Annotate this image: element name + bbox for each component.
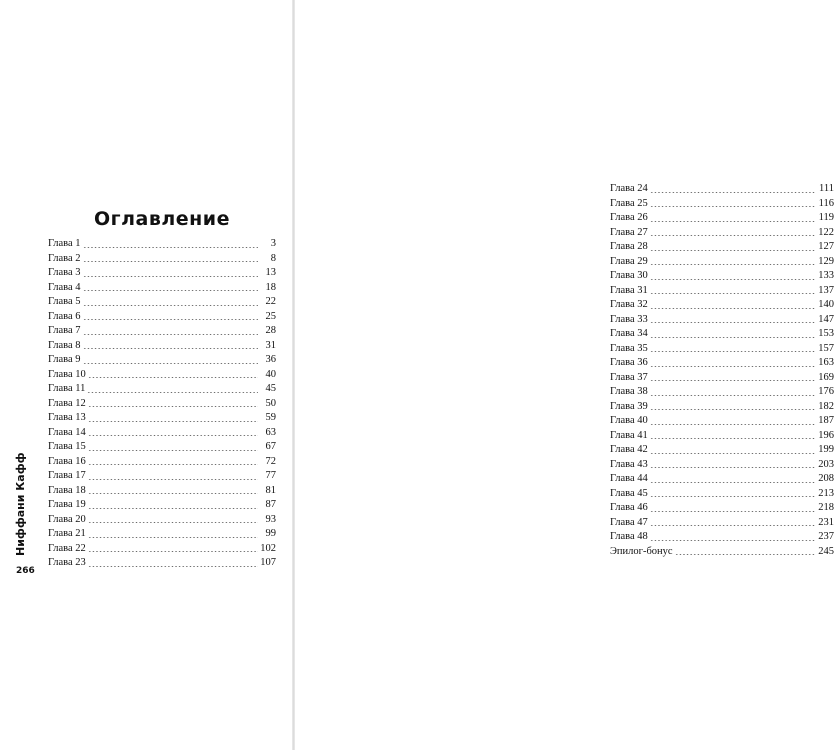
toc-entry	[610, 516, 834, 531]
toc-entry-page: 129	[818, 255, 834, 267]
toc-dot-leader	[88, 551, 258, 552]
toc-dot-leader	[650, 525, 816, 526]
toc-entry-label: Глава 47	[610, 516, 648, 528]
toc-entry-label: Глава 14	[48, 426, 86, 438]
toc-entry-label: Глава 16	[48, 455, 86, 467]
toc-entry-page: 87	[265, 499, 276, 510]
toc-dot-leader	[88, 406, 258, 407]
toc-title: Оглавление	[94, 208, 230, 230]
toc-dot-leader	[88, 493, 258, 494]
toc-dot-leader	[83, 348, 258, 349]
toc-entry-label: Глава 22	[48, 542, 86, 554]
toc-dot-leader	[83, 290, 258, 291]
toc-entry-page: 208	[818, 473, 834, 484]
toc-entry-page: 237	[818, 531, 834, 542]
toc-entry-page: 31	[265, 339, 276, 351]
toc-entry-label: Глава 3	[48, 267, 81, 278]
toc-entry-page: 77	[265, 470, 276, 481]
toc-entry-page: 203	[818, 458, 834, 470]
left-page	[0, 0, 292, 750]
toc-entry-page: 153	[818, 328, 834, 339]
toc-entry-label: Глава 33	[610, 313, 648, 325]
toc-entry-page: 8	[270, 252, 276, 264]
toc-dot-leader	[83, 247, 258, 248]
toc-entry-page: 50	[265, 397, 276, 409]
toc-entry-label: Глава 5	[48, 296, 81, 307]
toc-entry-page: 187	[818, 415, 834, 426]
toc-entry-label: Глава 40	[610, 415, 648, 426]
toc-dot-leader	[88, 537, 258, 538]
toc-dot-leader	[650, 424, 816, 425]
toc-entry-page: 163	[818, 357, 834, 368]
toc-entry-label: Глава 28	[610, 241, 648, 252]
toc-entry-label: Глава 46	[610, 502, 648, 513]
toc-entry-label: Глава 25	[610, 197, 648, 209]
toc-entry-page: 59	[265, 412, 276, 423]
toc-dot-leader	[88, 508, 258, 509]
toc-entry	[48, 484, 276, 499]
toc-entry	[610, 458, 834, 473]
toc-dot-leader	[650, 496, 816, 497]
toc-dot-leader	[650, 337, 816, 338]
toc-entry-label: Глава 10	[48, 368, 86, 380]
toc-dot-leader	[675, 554, 816, 555]
toc-entry-label: Глава 39	[610, 400, 648, 412]
toc-entry-page: 93	[265, 513, 276, 525]
toc-entry-label: Глава 19	[48, 499, 86, 510]
page-number: 266	[16, 566, 35, 576]
toc-entry-page: 137	[818, 284, 834, 296]
toc-dot-leader	[650, 235, 816, 236]
toc-entry-label: Глава 31	[610, 284, 648, 296]
toc-entry-page: 99	[265, 528, 276, 539]
toc-entry	[48, 513, 276, 528]
toc-entry-label: Глава 18	[48, 484, 86, 496]
toc-entry	[48, 527, 276, 542]
toc-entry	[610, 385, 834, 400]
toc-dot-leader	[650, 250, 816, 251]
toc-dot-leader	[650, 380, 816, 381]
toc-entry	[610, 269, 834, 284]
toc-entry	[48, 266, 276, 281]
toc-entry-label: Глава 37	[610, 371, 648, 383]
toc-entry-label: Глава 8	[48, 339, 81, 351]
toc-entry-page: 127	[818, 241, 834, 252]
toc-entry-label: Глава 23	[48, 557, 86, 568]
toc-entry	[610, 429, 834, 444]
toc-entry-label: Глава 41	[610, 429, 648, 441]
toc-dot-leader	[650, 540, 816, 541]
toc-entry	[610, 414, 834, 429]
toc-entry-label: Глава 32	[610, 299, 648, 310]
toc-dot-leader	[650, 409, 816, 410]
toc-entry-label: Глава 9	[48, 354, 81, 365]
toc-entry	[610, 226, 834, 241]
toc-dot-leader	[83, 261, 258, 262]
toc-dot-leader	[650, 264, 816, 265]
toc-entry	[48, 440, 276, 455]
toc-entry	[48, 368, 276, 383]
toc-dot-leader	[650, 482, 816, 483]
toc-entry	[610, 255, 834, 270]
toc-entry-page: 22	[265, 296, 276, 307]
toc-entry-label: Глава 15	[48, 441, 86, 452]
toc-entry-page: 63	[265, 426, 276, 438]
toc-entry-page: 25	[265, 310, 276, 322]
toc-entry	[48, 498, 276, 513]
toc-list-left	[48, 237, 276, 571]
toc-entry	[610, 400, 834, 415]
toc-entry-page: 133	[818, 270, 834, 281]
toc-entry-page: 157	[818, 342, 834, 354]
toc-entry	[610, 530, 834, 545]
toc-entry	[48, 382, 276, 397]
toc-dot-leader	[650, 467, 816, 468]
toc-entry-label: Глава 21	[48, 528, 86, 539]
toc-entry-page: 218	[818, 502, 834, 513]
toc-dot-leader	[88, 566, 258, 567]
toc-entry	[610, 313, 834, 328]
toc-dot-leader	[88, 435, 258, 436]
toc-entry-label: Глава 13	[48, 412, 86, 423]
toc-entry-page: 28	[265, 325, 276, 336]
toc-entry	[48, 469, 276, 484]
toc-entry-page: 107	[260, 557, 276, 568]
toc-entry-page: 72	[265, 455, 276, 467]
toc-entry-page: 102	[260, 542, 276, 554]
right-page	[296, 0, 834, 750]
toc-entry-label: Глава 7	[48, 325, 81, 336]
toc-entry	[610, 371, 834, 386]
toc-entry-label: Глава 30	[610, 270, 648, 281]
toc-entry-label: Глава 11	[48, 383, 86, 394]
toc-entry-page: 36	[265, 354, 276, 365]
toc-entry-label: Глава 42	[610, 444, 648, 455]
toc-entry-label: Глава 44	[610, 473, 648, 484]
toc-entry-label: Глава 43	[610, 458, 648, 470]
toc-entry	[48, 252, 276, 267]
toc-entry-label: Глава 2	[48, 252, 81, 264]
toc-entry-label: Глава 48	[610, 531, 648, 542]
toc-entry-label: Глава 29	[610, 255, 648, 267]
toc-list-right	[610, 182, 834, 559]
toc-entry	[48, 426, 276, 441]
toc-entry-page: 199	[818, 444, 834, 455]
toc-entry-page: 81	[265, 484, 276, 496]
toc-dot-leader	[83, 319, 258, 320]
toc-entry-page: 111	[819, 183, 834, 194]
toc-entry-page: 231	[818, 516, 834, 528]
toc-entry	[610, 211, 834, 226]
toc-entry-page: 147	[818, 313, 834, 325]
toc-entry	[610, 472, 834, 487]
toc-dot-leader	[88, 450, 258, 451]
toc-entry	[610, 545, 834, 560]
toc-dot-leader	[88, 522, 258, 523]
toc-entry-page: 122	[818, 226, 834, 238]
toc-entry	[48, 353, 276, 368]
toc-entry-page: 196	[818, 429, 834, 441]
toc-dot-leader	[83, 334, 258, 335]
toc-dot-leader	[650, 366, 816, 367]
toc-entry	[48, 411, 276, 426]
toc-dot-leader	[83, 305, 258, 306]
toc-entry-label: Глава 20	[48, 513, 86, 525]
toc-entry	[610, 298, 834, 313]
toc-entry	[48, 310, 276, 325]
toc-entry	[610, 182, 834, 197]
toc-entry	[48, 339, 276, 354]
toc-entry-label: Глава 35	[610, 342, 648, 354]
toc-entry-page: 245	[818, 545, 834, 557]
toc-dot-leader	[650, 511, 816, 512]
toc-entry	[48, 455, 276, 470]
toc-entry-label: Глава 6	[48, 310, 81, 322]
toc-entry-page: 169	[818, 371, 834, 383]
toc-entry-label: Глава 12	[48, 397, 86, 409]
toc-entry	[610, 501, 834, 516]
toc-dot-leader	[650, 192, 816, 193]
toc-entry-page: 176	[818, 386, 834, 397]
toc-entry-page: 3	[270, 238, 276, 249]
toc-entry-page: 13	[265, 267, 276, 278]
toc-dot-leader	[83, 363, 258, 364]
toc-entry-label: Эпилог-бонус	[610, 545, 673, 557]
toc-entry-label: Глава 36	[610, 357, 648, 368]
toc-dot-leader	[650, 351, 816, 352]
toc-dot-leader	[88, 421, 258, 422]
toc-entry	[48, 542, 276, 557]
toc-entry-page: 116	[818, 197, 834, 209]
toc-dot-leader	[87, 392, 258, 393]
toc-entry	[610, 240, 834, 255]
toc-entry-label: Глава 38	[610, 386, 648, 397]
toc-entry	[48, 556, 276, 571]
toc-entry	[48, 295, 276, 310]
toc-entry	[610, 342, 834, 357]
toc-entry	[48, 324, 276, 339]
toc-entry	[610, 487, 834, 502]
toc-entry-page: 140	[818, 299, 834, 310]
toc-entry	[610, 284, 834, 299]
toc-entry-label: Глава 17	[48, 470, 86, 481]
toc-entry	[610, 356, 834, 371]
toc-entry	[48, 397, 276, 412]
toc-dot-leader	[650, 308, 816, 309]
toc-entry	[610, 327, 834, 342]
toc-dot-leader	[650, 221, 816, 222]
toc-entry-page: 40	[265, 368, 276, 380]
toc-dot-leader	[650, 206, 816, 207]
toc-entry	[48, 281, 276, 296]
toc-entry-page: 45	[265, 383, 276, 394]
toc-entry-page: 67	[265, 441, 276, 452]
toc-entry-label: Глава 4	[48, 281, 81, 293]
toc-entry-label: Глава 27	[610, 226, 648, 238]
toc-entry-page: 213	[818, 487, 834, 499]
toc-entry-page: 182	[818, 400, 834, 412]
toc-dot-leader	[88, 479, 258, 480]
toc-dot-leader	[650, 453, 816, 454]
toc-dot-leader	[83, 276, 258, 277]
toc-entry-page: 119	[818, 212, 834, 223]
toc-entry-label: Глава 1	[48, 238, 81, 249]
toc-entry-page: 18	[265, 281, 276, 293]
toc-entry-label: Глава 45	[610, 487, 648, 499]
toc-dot-leader	[88, 377, 258, 378]
toc-entry-label: Глава 34	[610, 328, 648, 339]
toc-dot-leader	[650, 293, 816, 294]
toc-dot-leader	[650, 322, 816, 323]
toc-entry	[48, 237, 276, 252]
toc-dot-leader	[650, 395, 816, 396]
toc-entry	[610, 197, 834, 212]
book-spine	[292, 0, 295, 750]
toc-entry	[610, 443, 834, 458]
toc-dot-leader	[650, 438, 816, 439]
toc-entry-label: Глава 24	[610, 183, 648, 194]
toc-entry-label: Глава 26	[610, 212, 648, 223]
toc-dot-leader	[88, 464, 258, 465]
toc-dot-leader	[650, 279, 816, 280]
running-header: Ниффани Кафф	[14, 452, 27, 556]
